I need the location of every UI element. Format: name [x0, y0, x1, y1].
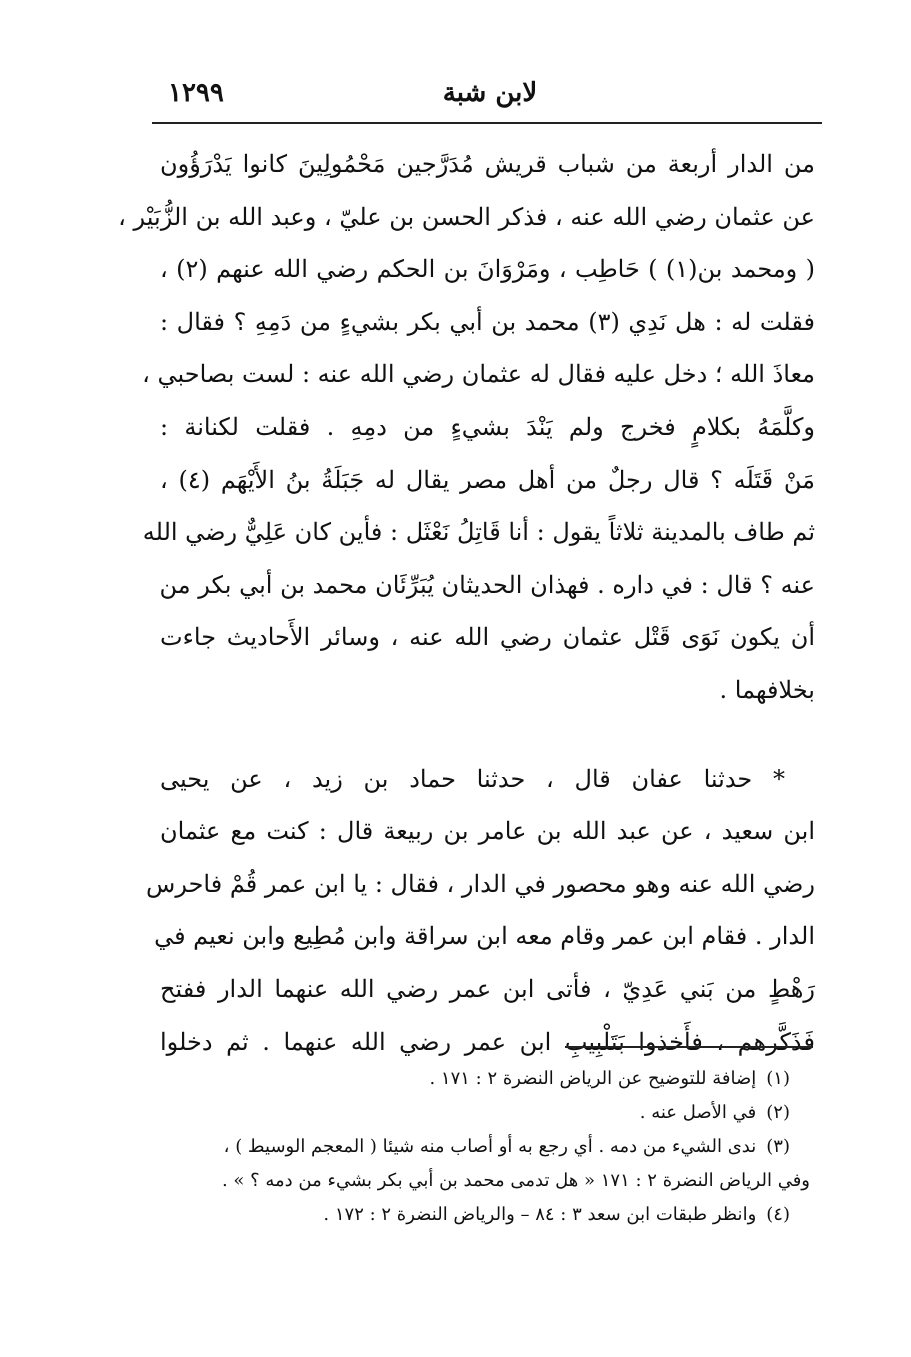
- paragraph-1: [118, 138, 816, 717]
- text-line: فقلت له : هل نَدِي (٣) محمد بن أبي بكر بشيءٍ من دَمِهِ ؟ فقال :: [160, 307, 815, 336]
- text-line: ( ومحمد بن(١) ) حَاطِب ، ومَرْوَانَ بن الحكم رضي الله عنهم (٢) ،: [160, 255, 815, 284]
- paragraph-2: [146, 753, 815, 1069]
- footnote-number: (٣): [766, 1136, 790, 1157]
- paragraph-gap: [160, 717, 815, 753]
- footnote-number: (٤): [766, 1204, 790, 1225]
- text-line: فَذَكَّرهم ، فأَخذوا بَتَلْبِيبِ ابن عمر رضي الله عنهما . ثم دخلوا: [160, 1027, 815, 1056]
- footnotes: [160, 1062, 810, 1232]
- text-line: بخلافهما .: [719, 675, 815, 704]
- text-line: أن يكون نَوَى قَتْل عثمان رضي الله عنه ، وسائر الأَحاديث جاءت: [160, 623, 815, 652]
- text-line: عن عثمان رضي الله عنه ، فذكر الحسن بن عليّ ، وعبد الله بن الزُّبَيْر ،: [118, 202, 815, 231]
- text-line: من الدار أربعة من شباب قريش مُدَرَّجين مَحْمُولِينَ كانوا يَدْرَؤُون: [160, 150, 815, 178]
- text-line: عنه ؟ قال : في داره . فهذان الحديثان يُبَرِّئَان محمد بن أبي بكر من: [159, 570, 815, 599]
- footnote-3-continuation: وفي الرياض النضرة ٢ : ١٧١ « هل تدمى محمد بن أبي بكر بشيء من دمه ؟ » .: [221, 1170, 810, 1191]
- footnote-number: (١): [766, 1068, 790, 1089]
- footnote-text: إضافة للتوضيح عن الرياض النضرة ٢ : ١٧١ .: [429, 1068, 757, 1089]
- text-line: الدار . فقام ابن عمر وقام معه ابن سراقة وابن مُطِيع وابن نعيم في: [154, 922, 815, 951]
- page-header: [160, 78, 820, 118]
- text-line: * حدثنا عفان قال ، حدثنا حماد بن زيد ، عن يحيى: [160, 764, 785, 793]
- text-line: رضي الله عنه وهو محصور في الدار ، فقال : يا ابن عمر قُمْ فاحرس: [146, 869, 815, 898]
- main-text: [118, 138, 816, 1068]
- footnote-rule: [565, 1046, 813, 1048]
- header-rule: [152, 122, 822, 124]
- text-line: معاذَ الله ؛ دخل عليه فقال له عثمان رضي الله عنه : لست بصاحبي ،: [142, 360, 815, 389]
- footnote-4: [160, 1198, 810, 1232]
- text-line: وكلَّمَهُ بكلامٍ فخرج ولم يَنْدَ بشيءٍ من دمِهِ . فقلت لكنانة :: [160, 412, 816, 441]
- footnote-1: [160, 1062, 810, 1096]
- text-line: ابن سعيد ، عن عبد الله بن عامر بن ربيعة قال : كنت مع عثمان: [160, 817, 815, 846]
- footnote-text: وانظر طبقات ابن سعد ٣ : ٨٤ – والرياض النضرة ٢ : ١٧٢ .: [323, 1204, 757, 1225]
- footnote-number: (٢): [766, 1102, 790, 1123]
- footnote-text: ندى الشيء من دمه . أي رجع به أو أصاب منه شيئا ( المعجم الوسيط ) ،: [223, 1136, 757, 1157]
- running-head: لابن شبة: [442, 78, 538, 108]
- footnote-text: في الأصل عنه .: [639, 1102, 757, 1123]
- page-number: ١٢٩٩: [168, 78, 224, 108]
- text-line: مَنْ قَتَلَه ؟ قال رجلٌ من أهل مصر يقال له جَبَلَةُ بنُ الأَيْهَم (٤) ،: [160, 465, 815, 494]
- footnote-3: [160, 1130, 810, 1164]
- footnote-2: [160, 1096, 810, 1130]
- text-line: رَهْطٍ من بَني عَدِيّ ، فأتى ابن عمر رضي الله عنهما الدار ففتح: [160, 974, 815, 1003]
- text-line: ثم طاف بالمدينة ثلاثاً يقول : أنا قَاتِلُ نَعْثَل : فأين كان عَلِيٌّ رضي الله: [142, 518, 815, 547]
